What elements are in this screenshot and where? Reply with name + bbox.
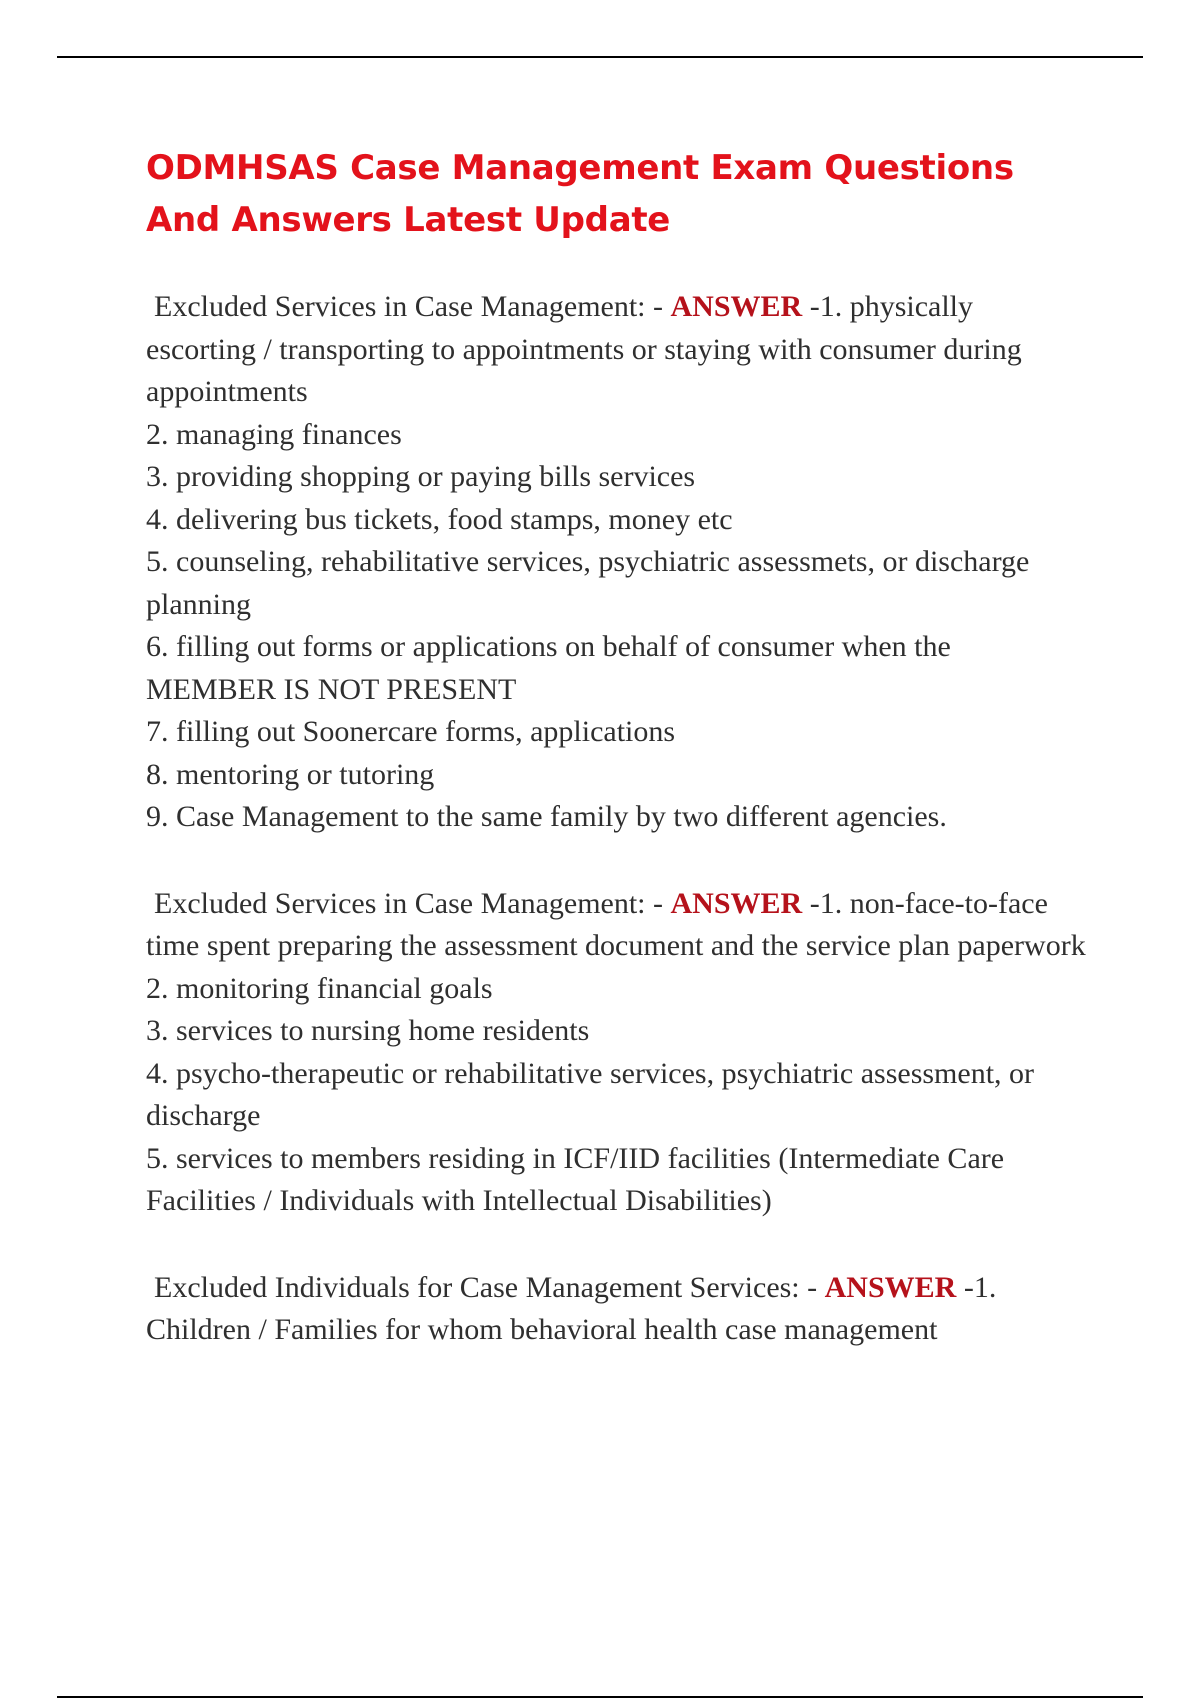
- question-text: Excluded Services in Case Management: -: [154, 290, 671, 323]
- qa-entry: [146, 286, 1086, 839]
- question-text: Excluded Services in Case Management: -: [154, 886, 671, 920]
- qa-entry: [146, 1267, 1086, 1352]
- question-text: Excluded Individuals for Case Management Services: -: [154, 1270, 825, 1304]
- answer-label: ANSWER: [670, 886, 803, 920]
- answer-item: 7. filling out Soonercare forms, applications: [146, 715, 676, 748]
- answer-item: 8. mentoring or tutoring: [146, 757, 435, 791]
- answer-item: 5. counseling, rehabilitative services, psychiatric assessmets, or discharge planning: [146, 545, 1030, 621]
- answer-item: 9. Case Management to the same family by two different agencies.: [146, 800, 947, 833]
- header-rule: [57, 56, 1143, 58]
- answer-item: 3. providing shopping or paying bills services: [146, 460, 696, 493]
- answer-label: ANSWER: [670, 290, 803, 323]
- qa-entry: [146, 883, 1086, 1223]
- footer-rule: [57, 1696, 1143, 1698]
- answer-item: 4. psycho-therapeutic or rehabilitative services, psychiatric assessment, or discharge: [146, 1056, 1035, 1132]
- document-title: ODMHSAS Case Management Exam Questions And Answers Latest Update: [146, 148, 1014, 240]
- answer-item: 5. services to members residing in ICF/IID facilities (Intermediate Care Facilities / Individuals with Intellectual Disabilities): [146, 1141, 1005, 1217]
- answer-text: -1. non-face-to-face time spent preparing the assessment document and the service plan paperwork: [146, 886, 1086, 962]
- answer-item: 6. filling out forms or applications on behalf of consumer when the MEMBER IS NOT PRESENT: [146, 630, 951, 706]
- answer-text: -1. physically escorting / transporting to appointments or staying with consumer during appointments: [146, 290, 1022, 408]
- answer-item: 3. services to nursing home residents: [146, 1014, 590, 1047]
- answer-label: ANSWER: [824, 1270, 957, 1304]
- answer-item: 2. monitoring financial goals: [146, 971, 493, 1005]
- answer-text: -1. Children / Families for whom behavioral health case management: [146, 1270, 997, 1346]
- document-body: [146, 142, 1086, 1396]
- answer-item: 4. delivering bus tickets, food stamps, money etc: [146, 502, 733, 536]
- answer-item: 2. managing finances: [146, 417, 402, 451]
